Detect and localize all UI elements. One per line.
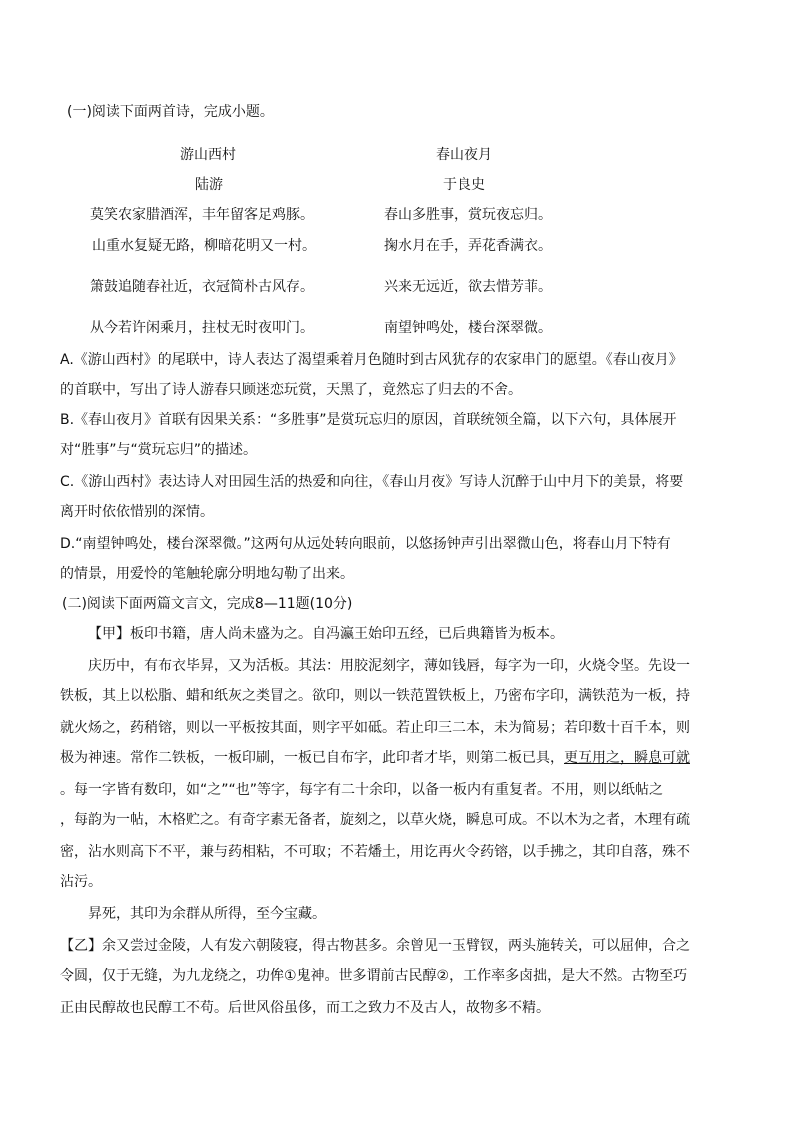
para2-line-8: 沾污。 bbox=[60, 874, 102, 890]
section-1-heading: (一)阅读下面两首诗，完成小题。 bbox=[67, 104, 274, 120]
option-b-line-1: B.《春山夜月》首联有因果关系：“多胜事”是赏玩忘归的原因，首联统领全篇，以下六句，具体展开 bbox=[60, 412, 677, 428]
poem-1-author: 陆游 bbox=[195, 177, 223, 193]
jia-first-paragraph: 【甲】板印书籍，唐人尚未盛为之。自冯瀛王始印五经，已后典籍皆为板本。 bbox=[88, 626, 564, 642]
option-a-line-2: 的首联中，写出了诗人游春只顾迷恋玩赏，天黑了，竟然忘了归去的不舍。 bbox=[60, 382, 522, 398]
poem-1-title: 游山西村 bbox=[180, 147, 236, 163]
yi-line-2: 令圆，仅于无缝，为九龙绕之，功侔①鬼神。世多谓前古民醇②，工作率多卤拙，是大不然。古物至巧 bbox=[60, 968, 688, 984]
poem-2-line-3: 兴来无远近，欲去惜芳菲。 bbox=[384, 279, 552, 295]
para2-line-7: 密，沾水则高下不平，兼与药相粘，不可取；不若燔土，用讫再火令药镕，以手拂之，其印自落，殊不 bbox=[60, 844, 690, 860]
yi-line-1: 【乙】余又尝过金陵，人有发六朝陵寝，得古物甚多。余曾见一玉臂钗，两头施转关，可以屈伸，合之 bbox=[60, 938, 690, 954]
option-a-line-1: A.《游山西村》的尾联中，诗人表达了渴望乘着月色随时到古风犹存的农家串门的愿望。《春山夜月》 bbox=[60, 352, 683, 368]
underlined-phrase: 更互用之，瞬息可就 bbox=[564, 750, 690, 766]
para2-line-4 bbox=[60, 748, 690, 768]
option-b-line-2: 对“胜事”与“赏玩忘归”的描述。 bbox=[60, 442, 258, 458]
option-d-line-1: D.“南望钟鸣处，楼台深翠微。”这两句从远处转向眼前，以悠扬钟声引出翠微山色，将春山月下特有 bbox=[60, 536, 671, 552]
yi-line-3: 正由民醇故也民醇工不苟。后世风俗虽侈，而工之致力不及古人，故物多不精。 bbox=[60, 1000, 550, 1016]
poem-1-line-1: 莫笑农家腊酒浑，丰年留客足鸡豚。 bbox=[90, 207, 314, 223]
para2-line-6: ，每韵为一帖，木格贮之。有奇字素无备者，旋刻之，以草火烧，瞬息可成。不以木为之者，木理有疏 bbox=[60, 812, 690, 828]
poem-1-line-4: 从今若许闲乘月，拄杖无时夜叩门。 bbox=[90, 320, 314, 336]
poem-1-line-3: 箫鼓追随春社近，衣冠简朴古风存。 bbox=[90, 279, 314, 295]
poem-2-author: 于良史 bbox=[443, 177, 485, 193]
option-d-line-2: 的情景，用爱怜的笔触轮廓分明地勾勒了出来。 bbox=[60, 566, 354, 582]
poem-1-line-2: 山重水复疑无路，柳暗花明又一村。 bbox=[92, 238, 316, 254]
para2-line-2: 铁板，其上以松脂、蜡和纸灰之类冒之。欲印，则以一铁范置铁板上，乃密布字印，满铁范为一板，持 bbox=[60, 688, 690, 704]
para2-line-1: 庆历中，有布衣毕昇，又为活板。其法：用胶泥刻字，薄如钱唇，每字为一印，火烧令坚。先设一 bbox=[88, 658, 690, 674]
para2-line-3: 就火炀之，药稍镕，则以一平板按其面，则字平如砥。若止印三二本，未为简易；若印数十百千本，则 bbox=[60, 720, 690, 736]
poem-2-line-2: 掬水月在手，弄花香满衣。 bbox=[384, 238, 552, 254]
para2-line-4-text: 极为神速。常作二铁板，一板印刷，一板已自布字，此印者才毕，则第二板已具， bbox=[60, 750, 564, 766]
option-c-line-2: 离开时依依惜别的深情。 bbox=[60, 504, 214, 520]
poem-2-title: 春山夜月 bbox=[436, 147, 492, 163]
option-c-line-1: C.《游山西村》表达诗人对田园生活的热爱和向往，《春山月夜》写诗人沉醉于山中月下的美景，将要 bbox=[60, 474, 684, 490]
section-2-heading: (二)阅读下面两篇文言文，完成8—11题(10分) bbox=[62, 596, 353, 612]
para3: 昇死，其印为余群从所得，至今宝藏。 bbox=[88, 906, 326, 922]
poem-2-line-4: 南望钟鸣处，楼台深翠微。 bbox=[384, 320, 552, 336]
para2-line-5: 。每一字皆有数印，如“之”“也”等字，每字有二十余印，以备一板内有重复者。不用，则以纸帖之 bbox=[60, 782, 664, 798]
poem-2-line-1: 春山多胜事，赏玩夜忘归。 bbox=[384, 207, 552, 223]
